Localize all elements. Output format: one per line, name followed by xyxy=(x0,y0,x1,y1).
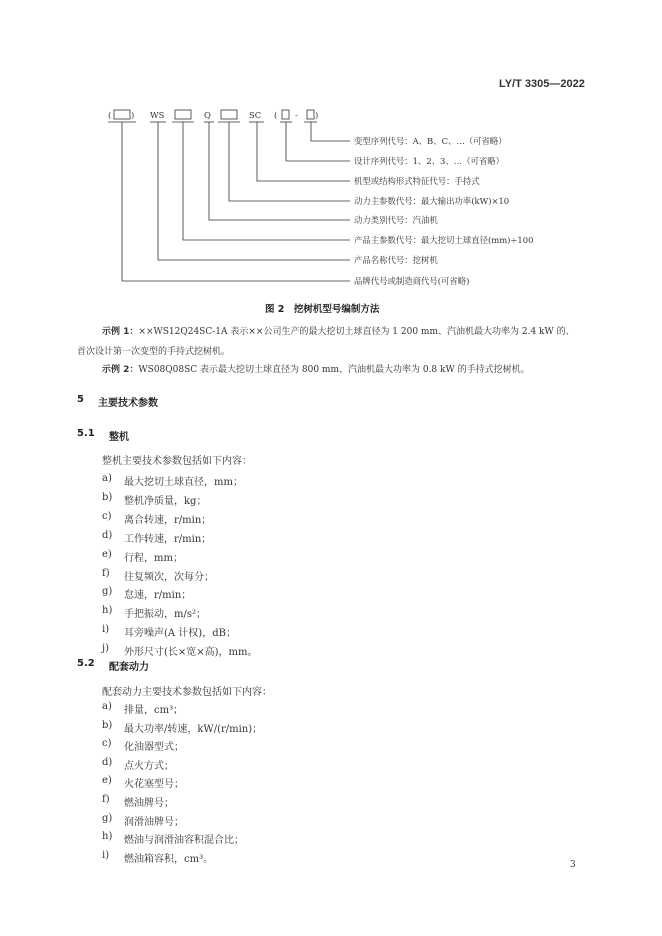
section-5-1-title: 整机 xyxy=(109,432,129,443)
list-item-text: 润滑油牌号； xyxy=(124,816,184,828)
list-item-text: 怠速，r/min； xyxy=(124,590,192,602)
example-1 xyxy=(102,324,575,337)
code-box-brand xyxy=(114,110,130,119)
label-product-name: 产品名称代号：挖树机 xyxy=(354,255,438,265)
code-box-design-seq xyxy=(282,110,289,119)
list-item-marker: d) xyxy=(102,756,113,768)
label-power-param: 动力主参数代号：最大输出功率(kW)×10 xyxy=(354,196,510,206)
list-item-marker: g) xyxy=(102,586,113,598)
leader-variant xyxy=(311,122,350,141)
code-box-main-param xyxy=(175,110,191,119)
example-1-label: 示例 1： xyxy=(102,327,139,337)
section-5-1-number: 5.1 xyxy=(77,428,95,439)
section-5-title: 主要技术参数 xyxy=(98,398,158,409)
code-paren-open-seq: ( xyxy=(274,110,278,120)
list-item-marker: i) xyxy=(102,624,110,636)
list-item-text: 整机净质量，kg； xyxy=(124,495,207,507)
list-item-text: 最大挖切土球直径，mm； xyxy=(124,477,243,488)
example-1-text: ××WS12Q24SC-1A 表示××公司生产的最大挖切土球直径为 1 200 mm、汽油机最大功率为 2.4 kW 的、 xyxy=(138,327,575,337)
list-item-text: 工作转速，r/min； xyxy=(124,533,212,545)
list-item-marker: c) xyxy=(102,738,112,750)
list-item-marker: e) xyxy=(102,548,112,560)
list-item-text: 点火方式； xyxy=(124,760,174,772)
label-machine-type: 机型或结构形式特征代号：手持式 xyxy=(354,176,480,186)
figure-caption: 图 2 挖树机型号编制方法 xyxy=(265,304,380,315)
label-design-seq: 设计序列代号：1、2、3、…（可省略） xyxy=(354,156,504,166)
example-1-continued: 首次设计第一次变型的手持式挖树机。 xyxy=(77,347,231,357)
label-brand: 品牌代号或制造商代号(可省略) xyxy=(354,276,470,286)
list-item-marker: h) xyxy=(102,831,113,843)
section-5-2-title: 配套动力 xyxy=(109,662,149,673)
list-item-text: 排量，cm³； xyxy=(124,705,184,716)
section-5-2-number: 5.2 xyxy=(77,658,95,669)
code-box-variant-seq xyxy=(307,110,314,119)
leader-type xyxy=(257,122,350,181)
example-2-text: WS08Q08SC 表示最大挖切土球直径为 800 mm、汽油机最大功率为 0.8 kW 的手持式挖树机。 xyxy=(138,365,530,375)
code-paren-open-brand: ( xyxy=(108,110,112,120)
list-item-marker: e) xyxy=(102,775,112,787)
list-item-text: 化油器型式； xyxy=(124,742,184,754)
label-power-class: 动力类别代号：汽油机 xyxy=(354,215,438,225)
section-5-number: 5 xyxy=(77,394,84,405)
label-main-param: 产品主参数代号：最大挖切土球直径(mm)÷100 xyxy=(354,235,534,245)
list-item-text: 最大功率/转速，kW/(r/min)； xyxy=(124,723,263,735)
code-paren-close-brand: ) xyxy=(131,110,135,120)
list-item-text: 燃油与润滑油容积混合比； xyxy=(124,835,244,847)
code-sc: SC xyxy=(249,110,262,120)
standard-code: LY/T 3305—2022 xyxy=(499,78,585,90)
list-item-text: 手把振动，m/s²； xyxy=(124,609,206,621)
list-item-text: 行程，mm； xyxy=(124,552,183,564)
list-item-text: 离合转速，r/min； xyxy=(124,514,212,526)
list-item-marker: i) xyxy=(102,849,110,861)
example-2 xyxy=(102,362,530,375)
code-paren-close-seq: ) xyxy=(315,110,319,120)
list-item-marker: b) xyxy=(102,719,113,731)
list-item-text: 耳旁噪声(A 计权)，dB； xyxy=(124,628,236,640)
leader-power-param xyxy=(229,122,350,201)
leader-design xyxy=(286,122,350,161)
code-dash: - xyxy=(295,110,298,120)
code-ws: WS xyxy=(150,110,165,120)
leader-product-name xyxy=(158,122,350,260)
list-item-marker: a) xyxy=(102,473,112,484)
example-2-label: 示例 2： xyxy=(102,365,139,375)
list-item-marker: f) xyxy=(102,794,110,805)
list-item-text: 往复频次，次每分； xyxy=(124,571,214,583)
code-box-power-param xyxy=(221,110,237,119)
section-5-2-intro: 配套动力主要技术参数包括如下内容： xyxy=(102,687,272,698)
list-item-marker: j) xyxy=(102,643,110,655)
list-item-marker: c) xyxy=(102,510,112,522)
list-item-marker: g) xyxy=(102,812,113,824)
list-item-marker: f) xyxy=(102,567,110,579)
leader-brand xyxy=(122,122,350,281)
page-number: 3 xyxy=(570,860,576,870)
list-item-marker: a) xyxy=(102,701,112,712)
list-item-text: 燃油箱容积，cm³。 xyxy=(124,853,214,865)
label-variant-seq: 变型序列代号：A、B、C、…（可省略） xyxy=(354,136,507,146)
list-item-text: 燃油牌号； xyxy=(124,798,174,809)
list-item-text: 外形尺寸(长×宽×高)，mm。 xyxy=(124,647,258,659)
section-5-1-intro: 整机主要技术参数包括如下内容： xyxy=(102,456,252,467)
leader-power-class xyxy=(209,122,350,220)
code-q: Q xyxy=(204,110,211,120)
list-item-text: 火花塞型号； xyxy=(124,779,184,791)
list-item-marker: h) xyxy=(102,605,113,617)
list-item-marker: d) xyxy=(102,529,113,541)
list-item-marker: b) xyxy=(102,491,113,503)
